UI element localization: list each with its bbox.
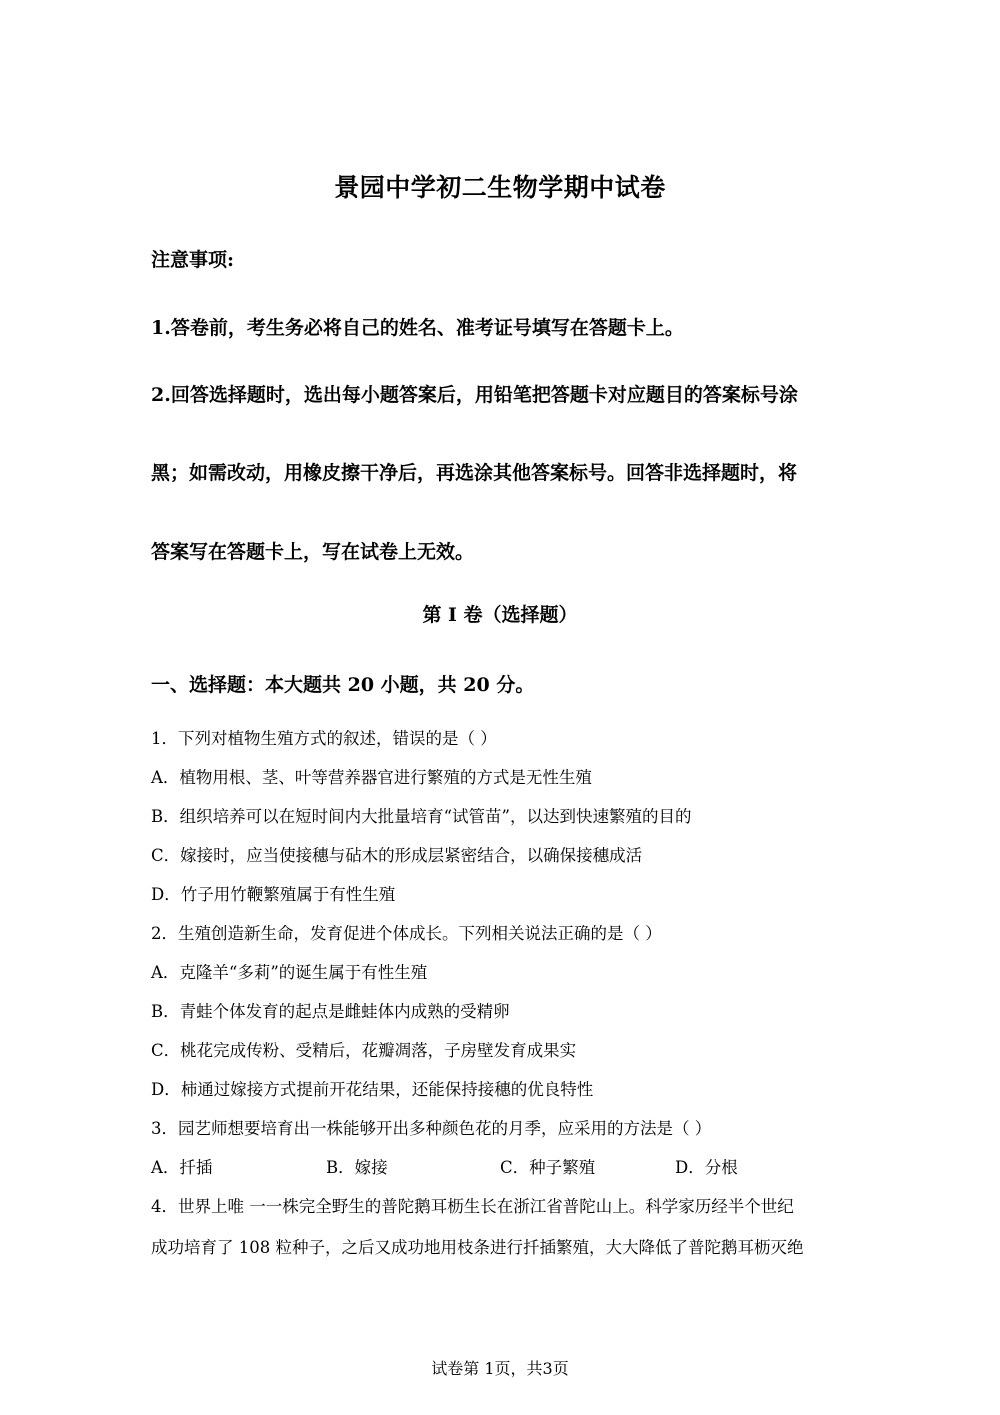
- question-2-option-d: D．柿通过嫁接方式提前开花结果，还能保持接穗的优良特性: [151, 1080, 594, 1099]
- question-4-stem-line-1: 4．世界上唯 一一株完全野生的普陀鹅耳枥生长在浙江省普陀山上。科学家历经半个世纪: [151, 1197, 794, 1216]
- section-title: 第 I 卷（选择题）: [422, 604, 578, 626]
- question-1-stem: 1．下列对植物生殖方式的叙述，错误的是（ ）: [151, 729, 497, 748]
- question-1-option-b: B．组织培养可以在短时间内大批量培育“试管苗”，以达到快速繁殖的目的: [151, 807, 692, 826]
- question-2-stem: 2．生殖创造新生命，发育促进个体成长。下列相关说法正确的是（ ）: [151, 924, 662, 943]
- question-4-stem-line-2: 成功培育了 108 粒种子，之后又成功地用枝条进行扦插繁殖，大大降低了普陀鹅耳枥灭绝: [151, 1238, 804, 1257]
- question-3-option-d: D．分根: [675, 1158, 738, 1177]
- notice-heading: 注意事项:: [151, 249, 235, 271]
- notice-item-2-line-1: 2.回答选择题时，选出每小题答案后，用铅笔把答题卡对应题目的答案标号涂: [151, 384, 798, 406]
- exam-title: 景园中学初二生物学期中试卷: [334, 173, 666, 202]
- page-footer: 试卷第 1页，共3页: [431, 1359, 569, 1378]
- question-2-option-b: B．青蛙个体发育的起点是雌蛙体内成熟的受精卵: [151, 1002, 510, 1021]
- question-2-option-a: A．克隆羊“多莉”的诞生属于有性生殖: [151, 963, 428, 982]
- notice-item-2-line-2: 黑；如需改动，用橡皮擦干净后，再选涂其他答案标号。回答非选择题时，将: [151, 462, 798, 484]
- question-1-option-d: D．竹子用竹鞭繁殖属于有性生殖: [151, 885, 396, 904]
- question-3-option-c: C．种子繁殖: [500, 1158, 596, 1177]
- question-1-option-c: C．嫁接时，应当使接穗与砧木的形成层紧密结合，以确保接穗成活: [151, 846, 643, 865]
- question-2-option-c: C．桃花完成传粉、受精后，花瓣凋落，子房壁发育成果实: [151, 1041, 577, 1060]
- notice-item-2-line-3: 答案写在答题卡上，写在试卷上无效。: [151, 541, 475, 563]
- question-3-option-b: B．嫁接: [326, 1158, 388, 1177]
- question-3-stem: 3．园艺师想要培育出一株能够开出多种颜色花的月季，应采用的方法是（ ）: [151, 1119, 712, 1138]
- notice-item-1: 1.答卷前，考生务必将自己的姓名、准考证号填写在答题卡上。: [151, 317, 684, 339]
- question-1-option-a: A．植物用根、茎、叶等营养器官进行繁殖的方式是无性生殖: [151, 768, 592, 787]
- question-3-option-a: A．扦插: [151, 1158, 213, 1177]
- part-heading: 一、选择题：本大题共 20 小题，共 20 分。: [151, 674, 535, 696]
